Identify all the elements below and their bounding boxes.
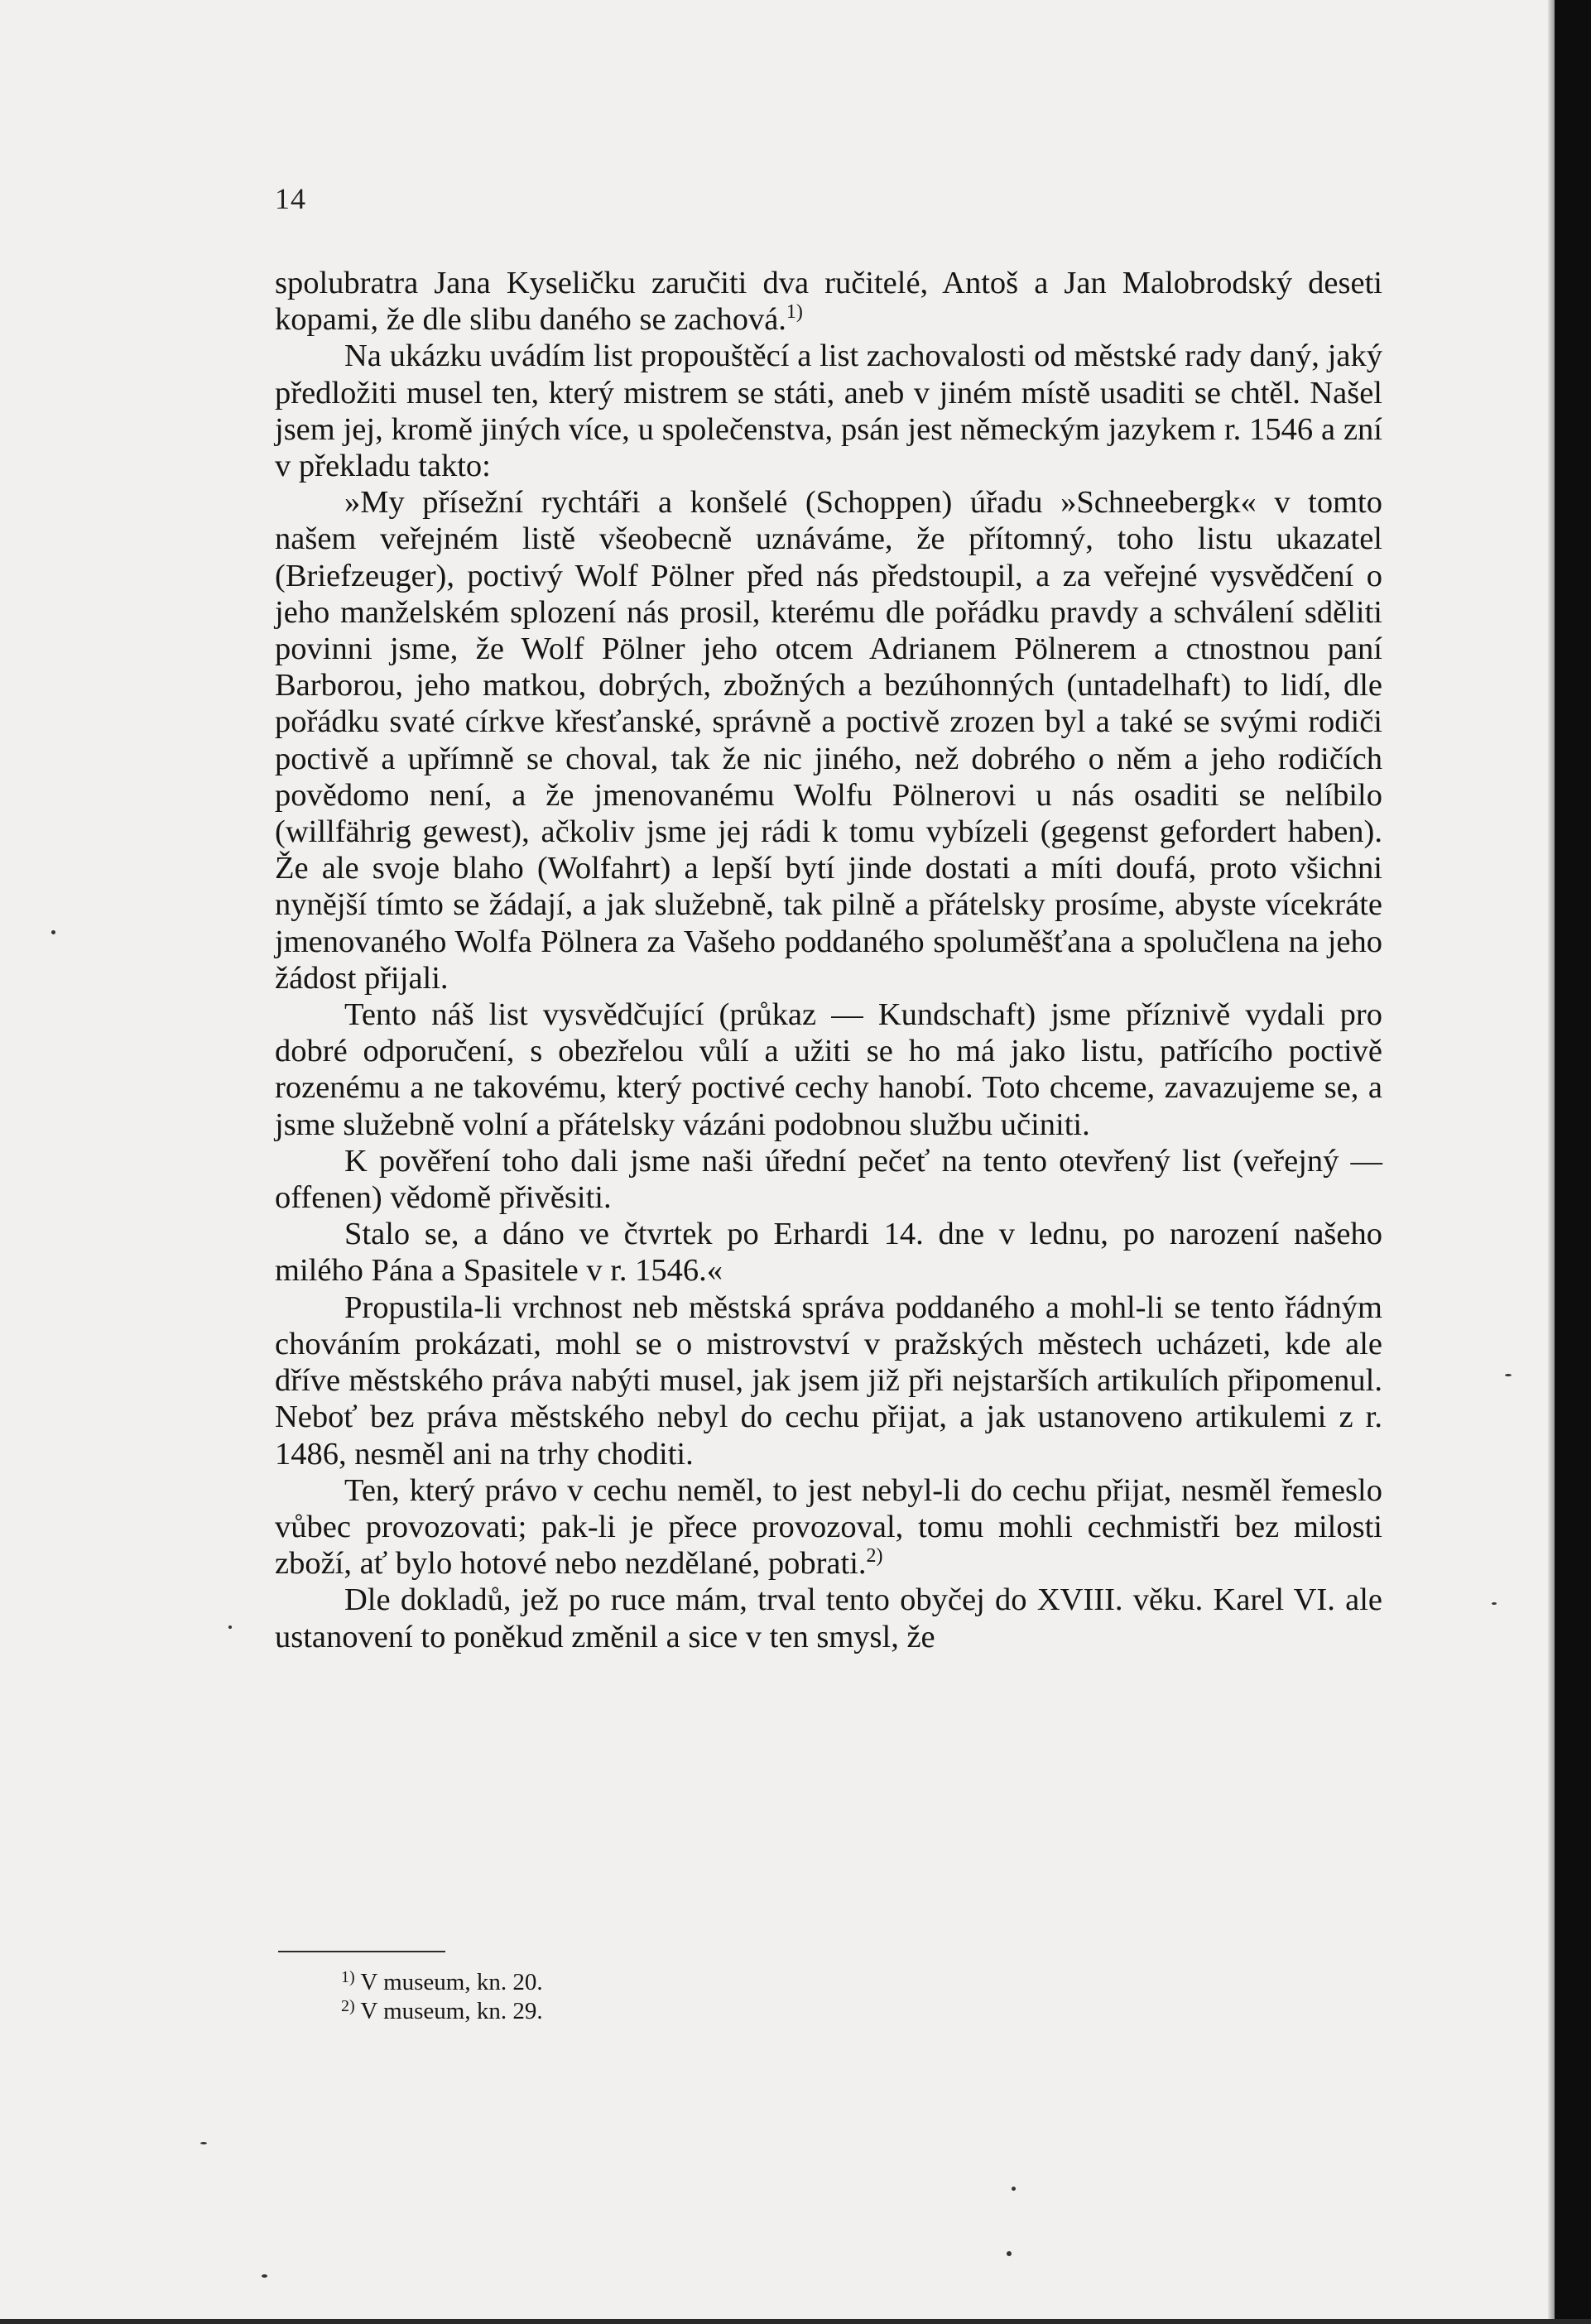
paragraph: Ten, který právo v cechu neměl, to jest nebyl-li do cechu přijat, nesměl řemeslo vůbec provozovati; pak-li je přece provozoval, tomu mohli cechmistři bez milosti zboží, ať bylo hotové nebo nezdělané, pobrati.$^{2)}$ (275, 1472, 1382, 1582)
footnotes (341, 1968, 543, 2026)
footnote (341, 1997, 543, 2026)
footnote-text: V museum, kn. 20. (360, 1969, 543, 1995)
footnote-mark: 1) (341, 1968, 355, 1986)
scan-bottom-border (0, 2319, 1591, 2324)
footnote (341, 1968, 543, 1997)
scan-border (1555, 0, 1591, 2324)
footnote-text: V museum, kn. 29. (360, 1998, 543, 2024)
paragraph: Propustila-li vrchnost neb městská správa poddaného a mohl-li se tento řádným chováním prokázati, mohl se o mistrovství v pražských městech ucházeti, kde ale dříve městského práva nabýti musel, jak jsem již při nejstarších artikulích připomenul. Neboť bez práva městského nebyl do cechu přijat, a jak ustanoveno artikulemi z r. 1486, nesměl ani na trhy choditi. (275, 1289, 1382, 1472)
scan-speck (51, 930, 55, 934)
paragraph: spolubratra Jana Kyseličku zaručiti dva ručitelé, Antoš a Jan Malobrodský deseti kopami, že dle slibu daného se zachová.$^{1)}$ (275, 266, 1382, 338)
body-text (275, 265, 1382, 1655)
scan-speck (262, 2274, 267, 2278)
paragraph: K pověření toho dali jsme naši úřední pečeť na tento otevřený list (veřejný — offenen) vědomě přivěsiti. (275, 1143, 1382, 1216)
scan-speck (1012, 2187, 1016, 2191)
scan-speck (200, 2142, 207, 2144)
paragraph: Na ukázku uvádím list propouštěcí a list zachovalosti od městské rady daný, jaký předložiti musel ten, který mistrem se státi, aneb v jiném místě usaditi se chtěl. Našel jsem jej, kromě jiných více, u společenstva, psán jest německým jazykem r. 1546 a zní v překladu takto: (275, 339, 1382, 484)
scan-speck (1505, 1374, 1512, 1376)
footnote-mark: 2) (341, 1997, 355, 2015)
footnote-ref[interactable]: 2) (866, 1545, 883, 1568)
paragraph: Tento náš list vysvědčující (průkaz — Kundschaft) jsme příznivě vydali pro dobré odporučení, s obezřelou vůlí a užiti se ho má jako listu, patřícího poctivě rozenému a ne takovému, který poctivé cechy hanobí. Toto chceme, zavazujeme se, a jsme služebně volní a přátelsky vázáni podobnou službu učiniti. (275, 997, 1382, 1142)
scan-speck (1492, 1602, 1497, 1605)
page-edge-shadow (1548, 0, 1555, 2324)
paragraph: »My přísežní rychtáři a konšelé (Schoppen) úřadu »Schneebergk« v tomto našem veřejném listě všeobecně uznáváme, že přítomný, toho listu ukazatel (Briefzeuger), poctivý Wolf Pölner před nás předstoupil, a za veřejné vysvědčení o jeho manželském splození nás prosil, kterému dle pořádku pravdy a schválení sděliti povinni jsme, že Wolf Pölner jeho otcem Adrianem Pölnerem a ctnostnou paní Barborou, jeho matkou, dobrých, zbožných a bezúhonných (untadelhaft) to lidí, dle pořádku svaté církve křesťanské, správně a poctivě zrozen byl a také se svými rodiči poctivě a upřímně se choval, tak že nic jiného, než dobrého o něm a jeho rodičích povědomo není, a že jmenovanému Wolfu Pölnerovi u nás osaditi se nelíbilo (willfährig gewest), ačkoliv jsme jej rádi k tomu vybízeli (gegenst gefordert haben). Že ale svoje blaho (Wolfahrt) a lepší bytí jinde dostati a míti doufá, proto všichni nynější tímto se žádají, a jak služebně, tak pilně a přátelsky prosíme, abyste vícekráte jmenovaného Wolfa Pölnera za Vašeho poddaného spoluměšťana a spolučlena na jeho žádost přijali. (275, 485, 1382, 996)
scan-speck (228, 1625, 232, 1629)
scan-speck (1007, 2251, 1012, 2256)
page-number: 14 (275, 182, 306, 215)
paragraph: Stalo se, a dáno ve čtvrtek po Erhardi 14. dne v lednu, po narození našeho milého Pána a Spasitele v r. 1546.« (275, 1217, 1382, 1289)
footnote-separator (278, 1951, 445, 1952)
footnote-ref[interactable]: 1) (786, 301, 803, 324)
paragraph: Dle dokladů, jež po ruce mám, trval tento obyčej do XVIII. věku. Karel VI. ale ustanovení to poněkud změnil a sice v ten smysl, že (275, 1582, 1382, 1654)
